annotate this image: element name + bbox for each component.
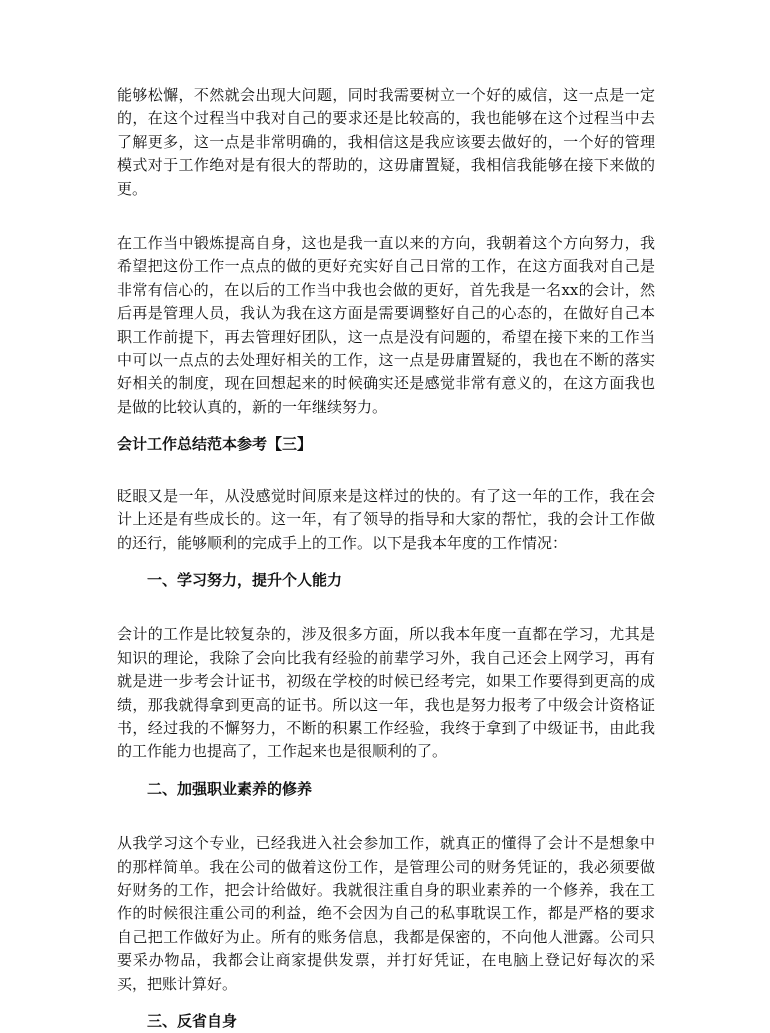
- document-page: [117, 84, 655, 1033]
- paragraph-professionalism: 从我学习这个专业，已经我进入社会参加工作，就真正的懂得了会计不是想象中的那样简单。我在公司的做着这份工作，是管理公司的财务凭证的，我必须要做好财务的工作，把会计给做好。我就很注重自身的职业素养的一个修养，我在工作的时候很注重公司的利益，绝不会因为自己的私事耽误工作，都是严格的要求自己把工作做好为止。所有的账务信息，我都是保密的，不向他人泄露。公司只要采办物品，我都会让商家提供发票，并打好凭证，在电脑上登记好每次的采买，把账计算好。: [117, 834, 655, 993]
- paragraph-management: 能够松懈，不然就会出现大问题，同时我需要树立一个好的威信，这一点是一定的，在这个过程当中我对自己的要求还是比较高的，我也能够在这个过程当中去了解更多，这一点是非常明确的，我相信这是我应该要去做好的，一个好的管理模式对于工作绝对是有很大的帮助的，这毋庸置疑，我相信我能够在接下来做的更。: [117, 86, 655, 198]
- paragraph-self-improvement: 在工作当中锻炼提高自身，这也是我一直以来的方向，我朝着这个方向努力，我希望把这份工作一点点的做的更好充实好自己日常的工作，在这方面我对自己是非常有信心的，在以后的工作当中我也会做的更好，首先我是一名xx的会计，然后再是管理人员，我认为我在这方面是需要调整好自己的心态的，在做好自己本职工作前提下，再去管理好团队，这一点是没有问题的，希望在接下来的工作当中可以一点点的去处理好相关的工作，这一点是毋庸置疑的，我也在不断的落实好相关的制度，现在回想起来的时候确实还是感觉非常有意义的，在这方面我也是做的比较认真的，新的一年继续努力。: [117, 234, 655, 416]
- heading-study: 一、学习努力，提升个人能力: [147, 570, 343, 589]
- section-title: 会计工作总结范本参考【三】: [117, 435, 313, 454]
- paragraph-study: 会计的工作是比较复杂的，涉及很多方面，所以我本年度一直都在学习，尤其是知识的理论，我除了会向比我有经验的前辈学习外，我自己还会上网学习，再有就是进一步考会计证书，初级在学校的时候已经考完，如果工作要得到更高的成绩，那我就得拿到更高的证书。所以这一年，我也是努力报考了中级会计资格证书，经过我的不懈努力，不断的积累工作经验，我终于拿到了中级证书，由此我的工作能力也提高了，工作起来也是很顺利的了。: [117, 625, 655, 761]
- heading-reflection: 三、反省自身: [147, 1012, 238, 1030]
- paragraph-intro: 眨眼又是一年，从没感觉时间原来是这样过的快的。有了这一年的工作，我在会计上还是有些成长的。这一年，有了领导的指导和大家的帮忙，我的会计工作做的还行，能够顺利的完成手上的工作。以下是我本年度的工作情况：: [117, 486, 655, 552]
- heading-professionalism: 二、加强职业素养的修养: [147, 779, 313, 798]
